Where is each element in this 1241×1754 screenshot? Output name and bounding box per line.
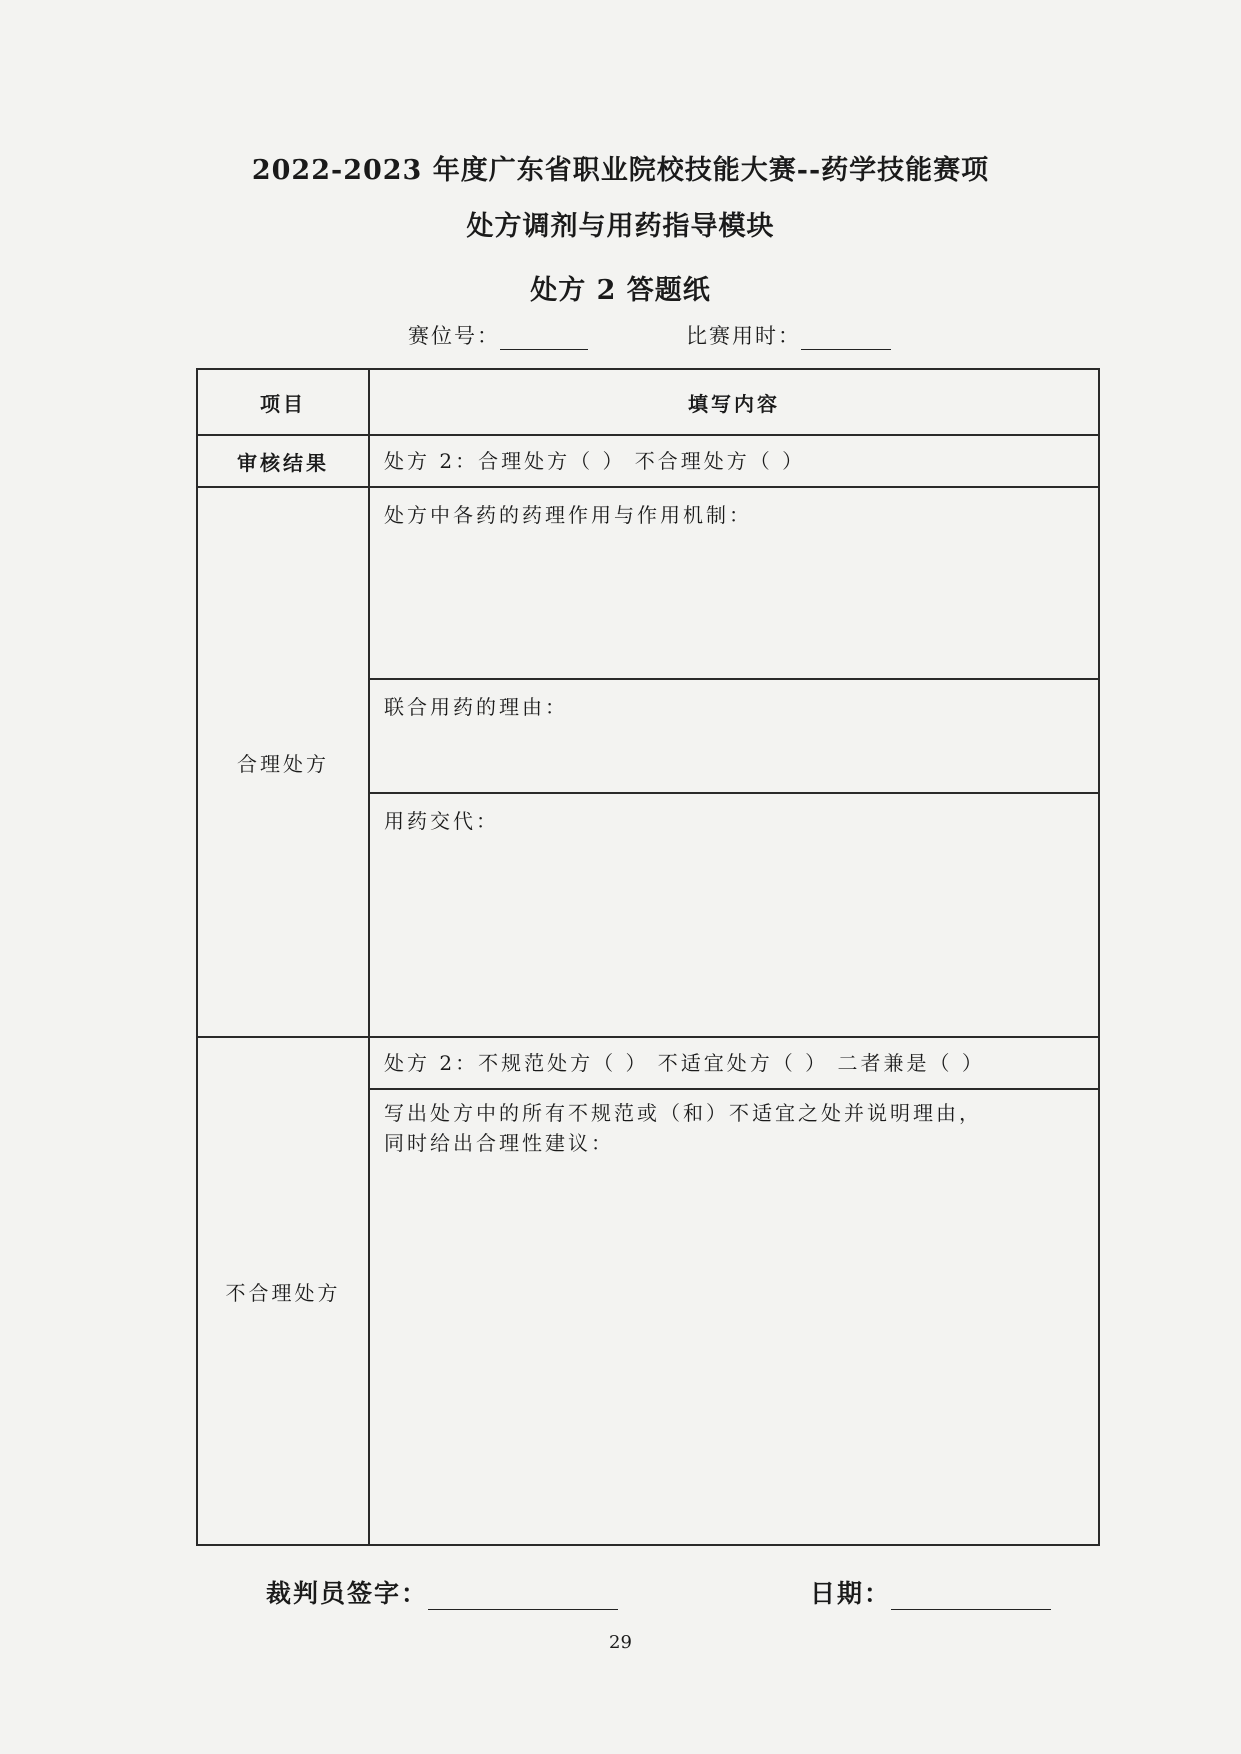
time-used-field bbox=[686, 320, 891, 350]
mechanism-prompt: 处方中各药的药理作用与作用机制： bbox=[384, 503, 752, 527]
review-label: 审核结果 bbox=[197, 435, 369, 487]
time-used-blank[interactable] bbox=[801, 325, 891, 350]
judge-signature-field bbox=[266, 1574, 618, 1610]
table-header-row bbox=[197, 369, 1099, 435]
judge-signature-blank[interactable] bbox=[428, 1579, 618, 1610]
instruction-prompt: 用药交代： bbox=[384, 809, 499, 833]
col-header-item: 项目 bbox=[197, 369, 369, 435]
col-header-content: 填写内容 bbox=[369, 369, 1099, 435]
mechanism-row bbox=[197, 487, 1099, 679]
unreasonable-prompt-line1: 写出处方中的所有不规范或（和）不适宜之处并说明理由， bbox=[384, 1101, 982, 1125]
date-field bbox=[810, 1574, 1051, 1610]
combination-prompt: 联合用药的理由： bbox=[384, 695, 568, 719]
unreasonable-detail-cell[interactable] bbox=[369, 1089, 1099, 1545]
time-used-label: 比赛用时： bbox=[686, 324, 801, 348]
review-row bbox=[197, 435, 1099, 487]
judge-signature-label: 裁判员签字： bbox=[266, 1579, 429, 1608]
seat-number-label: 赛位号： bbox=[408, 324, 500, 348]
unreasonable-options: 处方 2：不规范处方（ ） 不适宜处方（ ） 二者兼是（ ） bbox=[384, 1051, 985, 1075]
answer-table bbox=[196, 368, 1100, 1546]
title-competition: 2022-2023 年度广东省职业院校技能大赛--药学技能赛项 bbox=[251, 155, 990, 186]
date-label: 日期： bbox=[810, 1579, 892, 1608]
unreasonable-options-cell[interactable] bbox=[369, 1037, 1099, 1089]
title-answer-sheet: 处方 2 答题纸 bbox=[530, 275, 711, 306]
unreasonable-options-row bbox=[197, 1037, 1099, 1089]
unreasonable-label: 不合理处方 bbox=[197, 1037, 369, 1545]
page-number: 29 bbox=[609, 1632, 632, 1653]
title-module: 处方调剂与用药指导模块 bbox=[466, 211, 775, 242]
unreasonable-prompt-line2: 同时给出合理性建议： bbox=[384, 1131, 614, 1155]
review-cell[interactable] bbox=[369, 435, 1099, 487]
mechanism-cell[interactable] bbox=[369, 487, 1099, 679]
combination-cell[interactable] bbox=[369, 679, 1099, 793]
date-blank[interactable] bbox=[891, 1579, 1051, 1610]
review-options: 处方 2：合理处方（ ） 不合理处方（ ） bbox=[384, 449, 806, 473]
instruction-cell[interactable] bbox=[369, 793, 1099, 1037]
seat-number-field bbox=[408, 320, 588, 350]
seat-number-blank[interactable] bbox=[500, 325, 588, 350]
reasonable-label: 合理处方 bbox=[197, 487, 369, 1037]
